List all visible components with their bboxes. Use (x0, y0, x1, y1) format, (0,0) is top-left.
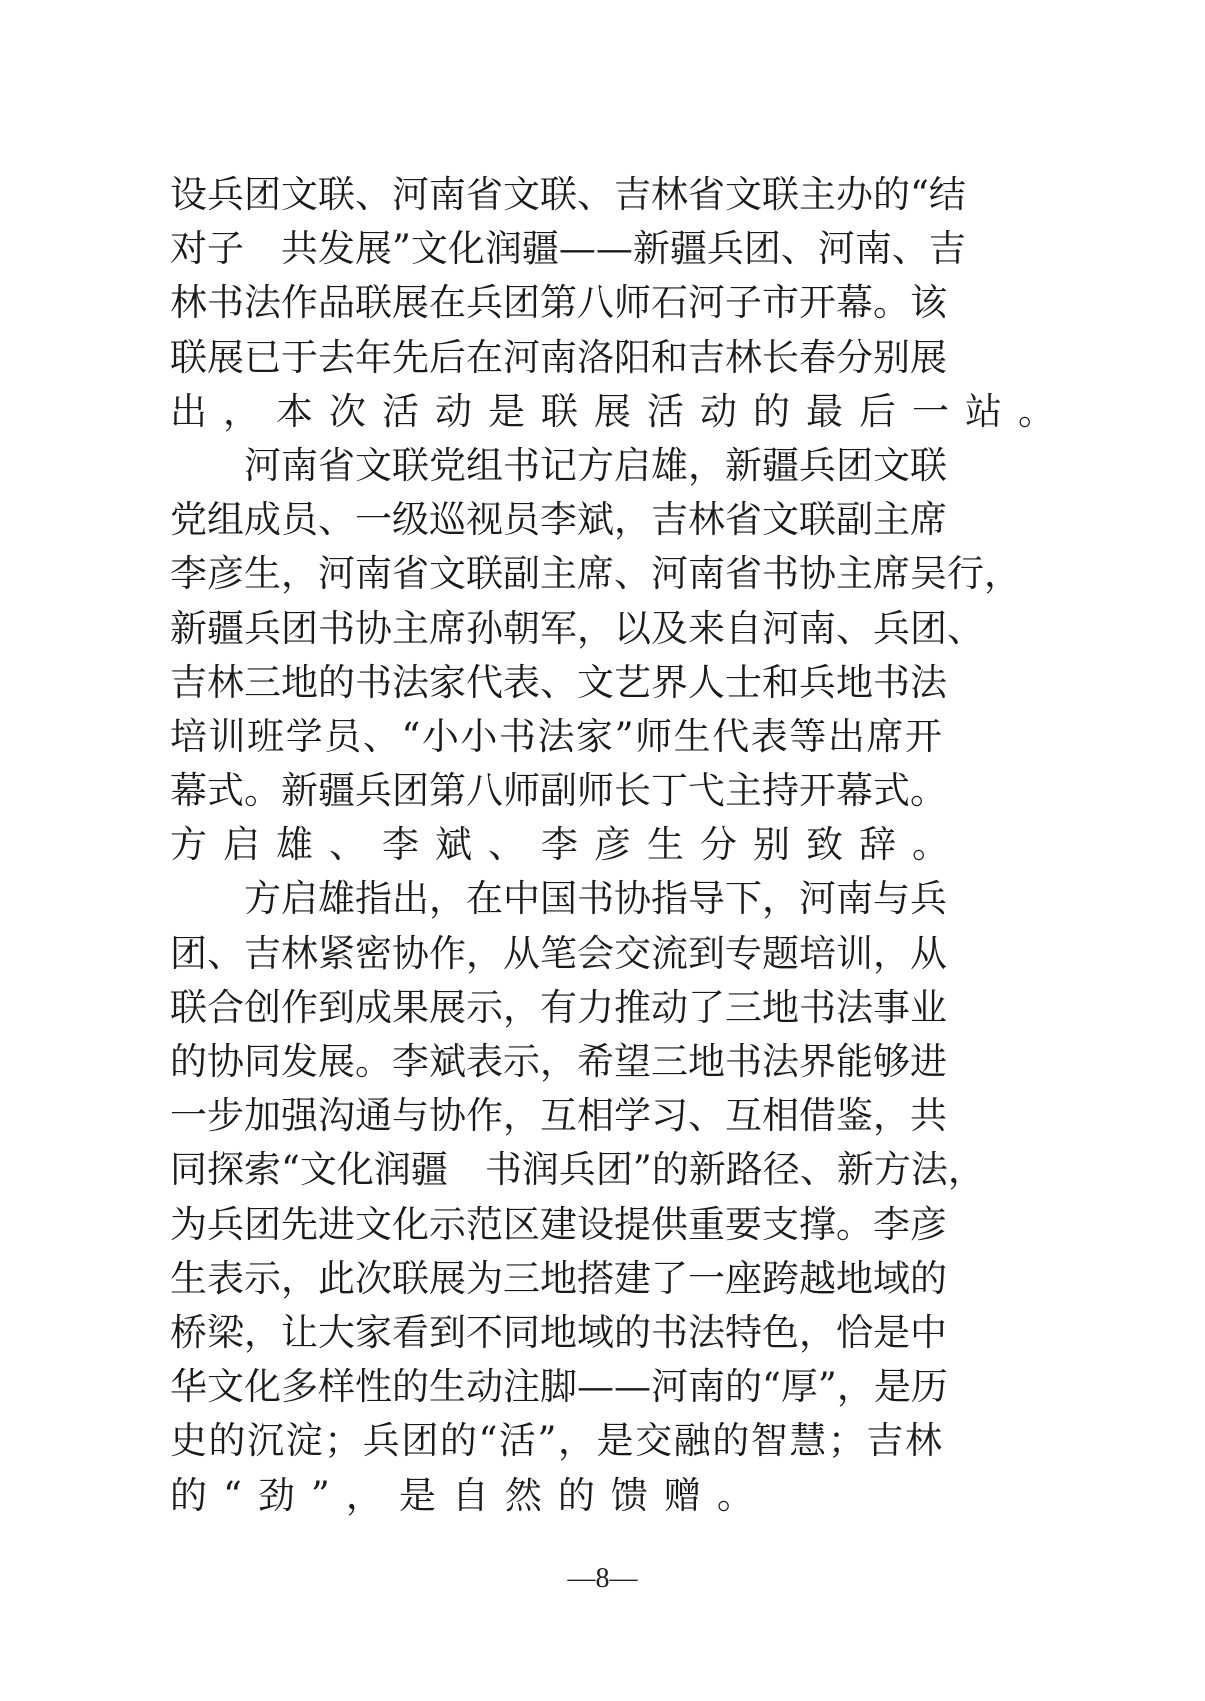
text-line: 设兵团文联、河南省文联、吉林省文联主办的“结 (170, 173, 966, 216)
text-line: 一步加强沟通与协作，互相学习、互相借鉴，共 (170, 1094, 947, 1138)
text-line: 联合创作到成果展示，有力推动了三地书法事业 (170, 985, 947, 1029)
text-line: 史的沉淀；兵团的“活”，是交融的智慧；吉林 (170, 1419, 942, 1463)
text-line: 方启雄、李斌、李彦生分别致辞。 (170, 823, 965, 867)
text-line: 出，本次活动是联展活动的最后一站。 (170, 389, 1071, 433)
text-line: 幕式。新疆兵团第八师副师长丁弋主持开幕式。 (170, 769, 947, 813)
text-line: 林书法作品联展在兵团第八师石河子市开幕。该 (170, 281, 947, 325)
paragraph-first-line: 方启雄指出，在中国书协指导下，河南与兵 (244, 877, 947, 921)
text-line: 联展已于去年先后在河南洛阳和吉林长春分别展 (170, 335, 947, 379)
text-line: 团、吉林紧密协作，从笔会交流到专题培训，从 (170, 931, 947, 975)
body-text (170, 168, 1071, 1523)
text-line: 新疆兵团书协主席孙朝军，以及来自河南、兵团、 (170, 606, 984, 650)
text-line: 的协同发展。李斌表示，希望三地书法界能够进 (170, 1040, 947, 1083)
text-line: 的“劲”，是自然的馈赠。 (170, 1473, 770, 1517)
text-line: 党组成员、一级巡视员李斌，吉林省文联副主席 (170, 498, 947, 542)
text-line: 李彦生，河南省文联副主席、河南省书协主席吴行， (170, 552, 1021, 596)
text-line: 同探索“文化润疆 书润兵团”的新路径、新方法， (170, 1148, 985, 1192)
text-line: 吉林三地的书法家代表、文艺界人士和兵地书法 (170, 660, 947, 704)
text-line: 对子 共发展”文化润疆——新疆兵团、河南、吉 (170, 227, 966, 271)
text-line: 华文化多样性的生动注脚——河南的“厚”，是历 (170, 1365, 948, 1409)
text-line: 为兵团先进文化示范区建设提供重要支撑。李彦 (170, 1202, 947, 1246)
paragraph-first-line: 河南省文联党组书记方启雄，新疆兵团文联 (244, 443, 947, 487)
page-number: —8— (567, 1563, 638, 1594)
text-line: 培训班学员、“小小书法家”师生代表等出席开 (170, 714, 942, 758)
text-line: 桥梁，让大家看到不同地域的书法特色，恰是中 (170, 1310, 947, 1354)
text-line: 生表示，此次联展为三地搭建了一座跨越地域的 (170, 1256, 947, 1300)
